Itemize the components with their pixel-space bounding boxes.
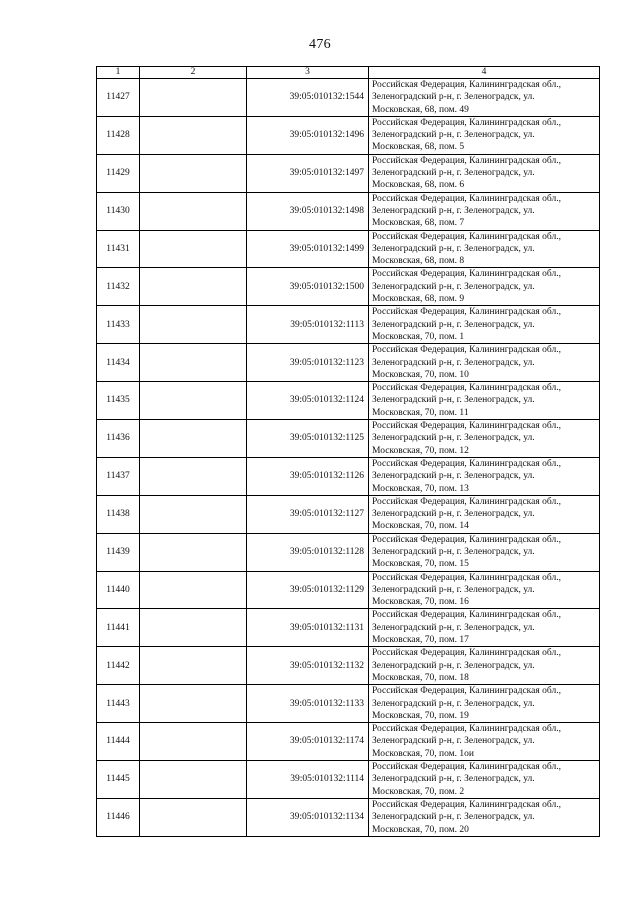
address-cell bbox=[369, 533, 600, 571]
address-line: Российская Федерация, Калининградская обл., bbox=[372, 458, 561, 469]
row-number-cell: 11436 bbox=[97, 420, 140, 458]
empty-cell bbox=[140, 798, 247, 836]
row-number-cell: 11446 bbox=[97, 798, 140, 836]
address-line: Зеленоградский р-н, г. Зеленоградск, ул. bbox=[372, 130, 535, 141]
address-line: Московская, 70, пом. 18 bbox=[372, 672, 469, 683]
address-line: Московская, 68, пом. 7 bbox=[372, 218, 465, 229]
address-line: Зеленоградский р-н, г. Зеленоградск, ул. bbox=[372, 698, 535, 709]
address-cell bbox=[369, 79, 600, 117]
cadastral-number-cell: 39:05:010132:1129 bbox=[247, 571, 369, 609]
empty-cell bbox=[140, 154, 247, 192]
address-line: Зеленоградский р-н, г. Зеленоградск, ул. bbox=[372, 660, 535, 671]
address-line: Российская Федерация, Калининградская обл., bbox=[372, 421, 561, 432]
table-row bbox=[97, 306, 600, 344]
address-line: Российская Федерация, Калининградская обл., bbox=[372, 117, 561, 128]
address-line: Зеленоградский р-н, г. Зеленоградск, ул. bbox=[372, 471, 535, 482]
address-cell bbox=[369, 798, 600, 836]
empty-cell bbox=[140, 571, 247, 609]
address-line: Зеленоградский р-н, г. Зеленоградск, ул. bbox=[372, 509, 535, 520]
address-line: Российская Федерация, Калининградская обл., bbox=[372, 572, 561, 583]
empty-cell bbox=[140, 533, 247, 571]
address-line: Московская, 68, пом. 6 bbox=[372, 180, 465, 191]
column-header-3: 3 bbox=[247, 67, 369, 79]
address-line: Зеленоградский р-н, г. Зеленоградск, ул. bbox=[372, 736, 535, 747]
address-line: Российская Федерация, Калининградская обл., bbox=[372, 610, 561, 621]
address-cell bbox=[369, 571, 600, 609]
cadastral-number-cell: 39:05:010132:1131 bbox=[247, 609, 369, 647]
empty-cell bbox=[140, 420, 247, 458]
address-line: Московская, 70, пом. 11 bbox=[372, 407, 469, 418]
table-row bbox=[97, 609, 600, 647]
address-line: Московская, 70, пом. 1ои bbox=[372, 748, 474, 759]
row-number-cell: 11438 bbox=[97, 495, 140, 533]
cadastral-number-cell: 39:05:010132:1133 bbox=[247, 685, 369, 723]
column-header-4: 4 bbox=[369, 67, 600, 79]
address-line: Российская Федерация, Калининградская обл., bbox=[372, 269, 561, 280]
address-line: Московская, 70, пом. 12 bbox=[372, 445, 469, 456]
empty-cell bbox=[140, 761, 247, 799]
address-line: Московская, 70, пом. 19 bbox=[372, 710, 469, 721]
address-line: Московская, 68, пом. 9 bbox=[372, 294, 465, 305]
address-line: Российская Федерация, Калининградская обл., bbox=[372, 799, 561, 810]
cadastral-number-cell: 39:05:010132:1128 bbox=[247, 533, 369, 571]
address-line: Российская Федерация, Калининградская обл., bbox=[372, 686, 561, 697]
row-number-cell: 11445 bbox=[97, 761, 140, 799]
address-cell bbox=[369, 685, 600, 723]
address-line: Зеленоградский р-н, г. Зеленоградск, ул. bbox=[372, 774, 535, 785]
row-number-cell: 11433 bbox=[97, 306, 140, 344]
empty-cell bbox=[140, 306, 247, 344]
row-number-cell: 11427 bbox=[97, 79, 140, 117]
address-cell bbox=[369, 420, 600, 458]
empty-cell bbox=[140, 495, 247, 533]
address-cell bbox=[369, 154, 600, 192]
row-number-cell: 11442 bbox=[97, 647, 140, 685]
column-header-2: 2 bbox=[140, 67, 247, 79]
address-line: Московская, 70, пом. 16 bbox=[372, 597, 469, 608]
address-cell bbox=[369, 761, 600, 799]
row-number-cell: 11430 bbox=[97, 192, 140, 230]
address-line: Московская, 70, пом. 10 bbox=[372, 369, 469, 380]
row-number-cell: 11439 bbox=[97, 533, 140, 571]
row-number-cell: 11444 bbox=[97, 723, 140, 761]
cadastral-number-cell: 39:05:010132:1174 bbox=[247, 723, 369, 761]
address-line: Зеленоградский р-н, г. Зеленоградск, ул. bbox=[372, 168, 535, 179]
table-row bbox=[97, 798, 600, 836]
table-row bbox=[97, 268, 600, 306]
empty-cell bbox=[140, 457, 247, 495]
empty-cell bbox=[140, 609, 247, 647]
table-row bbox=[97, 420, 600, 458]
address-line: Московская, 70, пом. 20 bbox=[372, 824, 469, 835]
address-line: Российская Федерация, Калининградская обл., bbox=[372, 762, 561, 773]
empty-cell bbox=[140, 230, 247, 268]
cadastral-number-cell: 39:05:010132:1126 bbox=[247, 457, 369, 495]
address-cell bbox=[369, 268, 600, 306]
address-line: Московская, 70, пом. 1 bbox=[372, 331, 465, 342]
row-number-cell: 11432 bbox=[97, 268, 140, 306]
table-row bbox=[97, 723, 600, 761]
page-number: 476 bbox=[309, 37, 331, 52]
row-number-cell: 11437 bbox=[97, 457, 140, 495]
register-table-body bbox=[97, 67, 600, 837]
address-line: Российская Федерация, Калининградская обл., bbox=[372, 80, 561, 90]
cadastral-number-cell: 39:05:010132:1498 bbox=[247, 192, 369, 230]
empty-cell bbox=[140, 685, 247, 723]
address-cell bbox=[369, 647, 600, 685]
address-line: Российская Федерация, Калининградская обл., bbox=[372, 648, 561, 659]
table-row bbox=[97, 382, 600, 420]
address-cell bbox=[369, 116, 600, 154]
table-row bbox=[97, 685, 600, 723]
address-line: Зеленоградский р-н, г. Зеленоградск, ул. bbox=[372, 546, 535, 557]
cadastral-number-cell: 39:05:010132:1124 bbox=[247, 382, 369, 420]
address-line: Зеленоградский р-н, г. Зеленоградск, ул. bbox=[372, 92, 535, 103]
cadastral-number-cell: 39:05:010132:1132 bbox=[247, 647, 369, 685]
address-line: Российская Федерация, Калининградская обл., bbox=[372, 193, 561, 204]
cadastral-number-cell: 39:05:010132:1114 bbox=[247, 761, 369, 799]
address-cell bbox=[369, 192, 600, 230]
row-number-cell: 11434 bbox=[97, 344, 140, 382]
address-line: Московская, 68, пом. 8 bbox=[372, 256, 465, 267]
row-number-cell: 11429 bbox=[97, 154, 140, 192]
address-line: Российская Федерация, Калининградская обл., bbox=[372, 307, 561, 318]
address-line: Московская, 70, пом. 17 bbox=[372, 635, 469, 646]
address-line: Зеленоградский р-н, г. Зеленоградск, ул. bbox=[372, 812, 535, 823]
address-cell bbox=[369, 457, 600, 495]
address-line: Российская Федерация, Калининградская обл., bbox=[372, 155, 561, 166]
empty-cell bbox=[140, 382, 247, 420]
cadastral-number-cell: 39:05:010132:1500 bbox=[247, 268, 369, 306]
address-line: Российская Федерация, Калининградская обл., bbox=[372, 383, 561, 394]
row-number-cell: 11443 bbox=[97, 685, 140, 723]
address-cell bbox=[369, 382, 600, 420]
address-line: Зеленоградский р-н, г. Зеленоградск, ул. bbox=[372, 205, 535, 216]
address-line: Московская, 70, пом. 2 bbox=[372, 786, 465, 797]
address-line: Российская Федерация, Калининградская обл., bbox=[372, 534, 561, 545]
empty-cell bbox=[140, 79, 247, 117]
row-number-cell: 11428 bbox=[97, 116, 140, 154]
row-number-cell: 11441 bbox=[97, 609, 140, 647]
table-row bbox=[97, 571, 600, 609]
table-row bbox=[97, 116, 600, 154]
empty-cell bbox=[140, 268, 247, 306]
address-line: Российская Федерация, Калининградская обл., bbox=[372, 496, 561, 507]
address-line: Зеленоградский р-н, г. Зеленоградск, ул. bbox=[372, 395, 535, 406]
cadastral-number-cell: 39:05:010132:1499 bbox=[247, 230, 369, 268]
empty-cell bbox=[140, 647, 247, 685]
table-row bbox=[97, 79, 600, 117]
address-line: Зеленоградский р-н, г. Зеленоградск, ул. bbox=[372, 243, 535, 254]
cadastral-number-cell: 39:05:010132:1496 bbox=[247, 116, 369, 154]
address-line: Зеленоградский р-н, г. Зеленоградск, ул. bbox=[372, 584, 535, 595]
column-header-1: 1 bbox=[97, 67, 140, 79]
address-cell bbox=[369, 495, 600, 533]
empty-cell bbox=[140, 344, 247, 382]
address-line: Московская, 68, пом. 5 bbox=[372, 142, 465, 153]
table-row bbox=[97, 533, 600, 571]
cadastral-number-cell: 39:05:010132:1125 bbox=[247, 420, 369, 458]
cadastral-number-cell: 39:05:010132:1123 bbox=[247, 344, 369, 382]
address-line: Московская, 70, пом. 14 bbox=[372, 521, 469, 532]
table-row bbox=[97, 495, 600, 533]
table-row bbox=[97, 344, 600, 382]
address-line: Зеленоградский р-н, г. Зеленоградск, ул. bbox=[372, 281, 535, 292]
cadastral-number-cell: 39:05:010132:1134 bbox=[247, 798, 369, 836]
address-cell bbox=[369, 609, 600, 647]
address-line: Российская Федерация, Калининградская обл., bbox=[372, 231, 561, 242]
address-line: Российская Федерация, Калининградская обл., bbox=[372, 724, 561, 735]
cadastral-number-cell: 39:05:010132:1127 bbox=[247, 495, 369, 533]
cadastral-number-cell: 39:05:010132:1497 bbox=[247, 154, 369, 192]
table-row bbox=[97, 457, 600, 495]
row-number-cell: 11435 bbox=[97, 382, 140, 420]
address-line: Зеленоградский р-н, г. Зеленоградск, ул. bbox=[372, 433, 535, 444]
address-line: Московская, 70, пом. 15 bbox=[372, 559, 469, 570]
table-header-row bbox=[97, 67, 600, 79]
register-table bbox=[96, 66, 600, 837]
table-row bbox=[97, 647, 600, 685]
table-row bbox=[97, 192, 600, 230]
address-line: Зеленоградский р-н, г. Зеленоградск, ул. bbox=[372, 357, 535, 368]
address-line: Московская, 70, пом. 13 bbox=[372, 483, 469, 494]
address-cell bbox=[369, 230, 600, 268]
empty-cell bbox=[140, 723, 247, 761]
table-row bbox=[97, 230, 600, 268]
row-number-cell: 11440 bbox=[97, 571, 140, 609]
address-cell bbox=[369, 344, 600, 382]
empty-cell bbox=[140, 192, 247, 230]
cadastral-number-cell: 39:05:010132:1544 bbox=[247, 79, 369, 117]
address-line: Зеленоградский р-н, г. Зеленоградск, ул. bbox=[372, 319, 535, 330]
address-line: Московская, 68, пом. 49 bbox=[372, 104, 469, 115]
address-cell bbox=[369, 723, 600, 761]
address-line: Российская Федерация, Калининградская обл., bbox=[372, 345, 561, 356]
row-number-cell: 11431 bbox=[97, 230, 140, 268]
table-row bbox=[97, 154, 600, 192]
address-line: Зеленоградский р-н, г. Зеленоградск, ул. bbox=[372, 622, 535, 633]
table-row bbox=[97, 761, 600, 799]
address-cell bbox=[369, 306, 600, 344]
empty-cell bbox=[140, 116, 247, 154]
cadastral-number-cell: 39:05:010132:1113 bbox=[247, 306, 369, 344]
